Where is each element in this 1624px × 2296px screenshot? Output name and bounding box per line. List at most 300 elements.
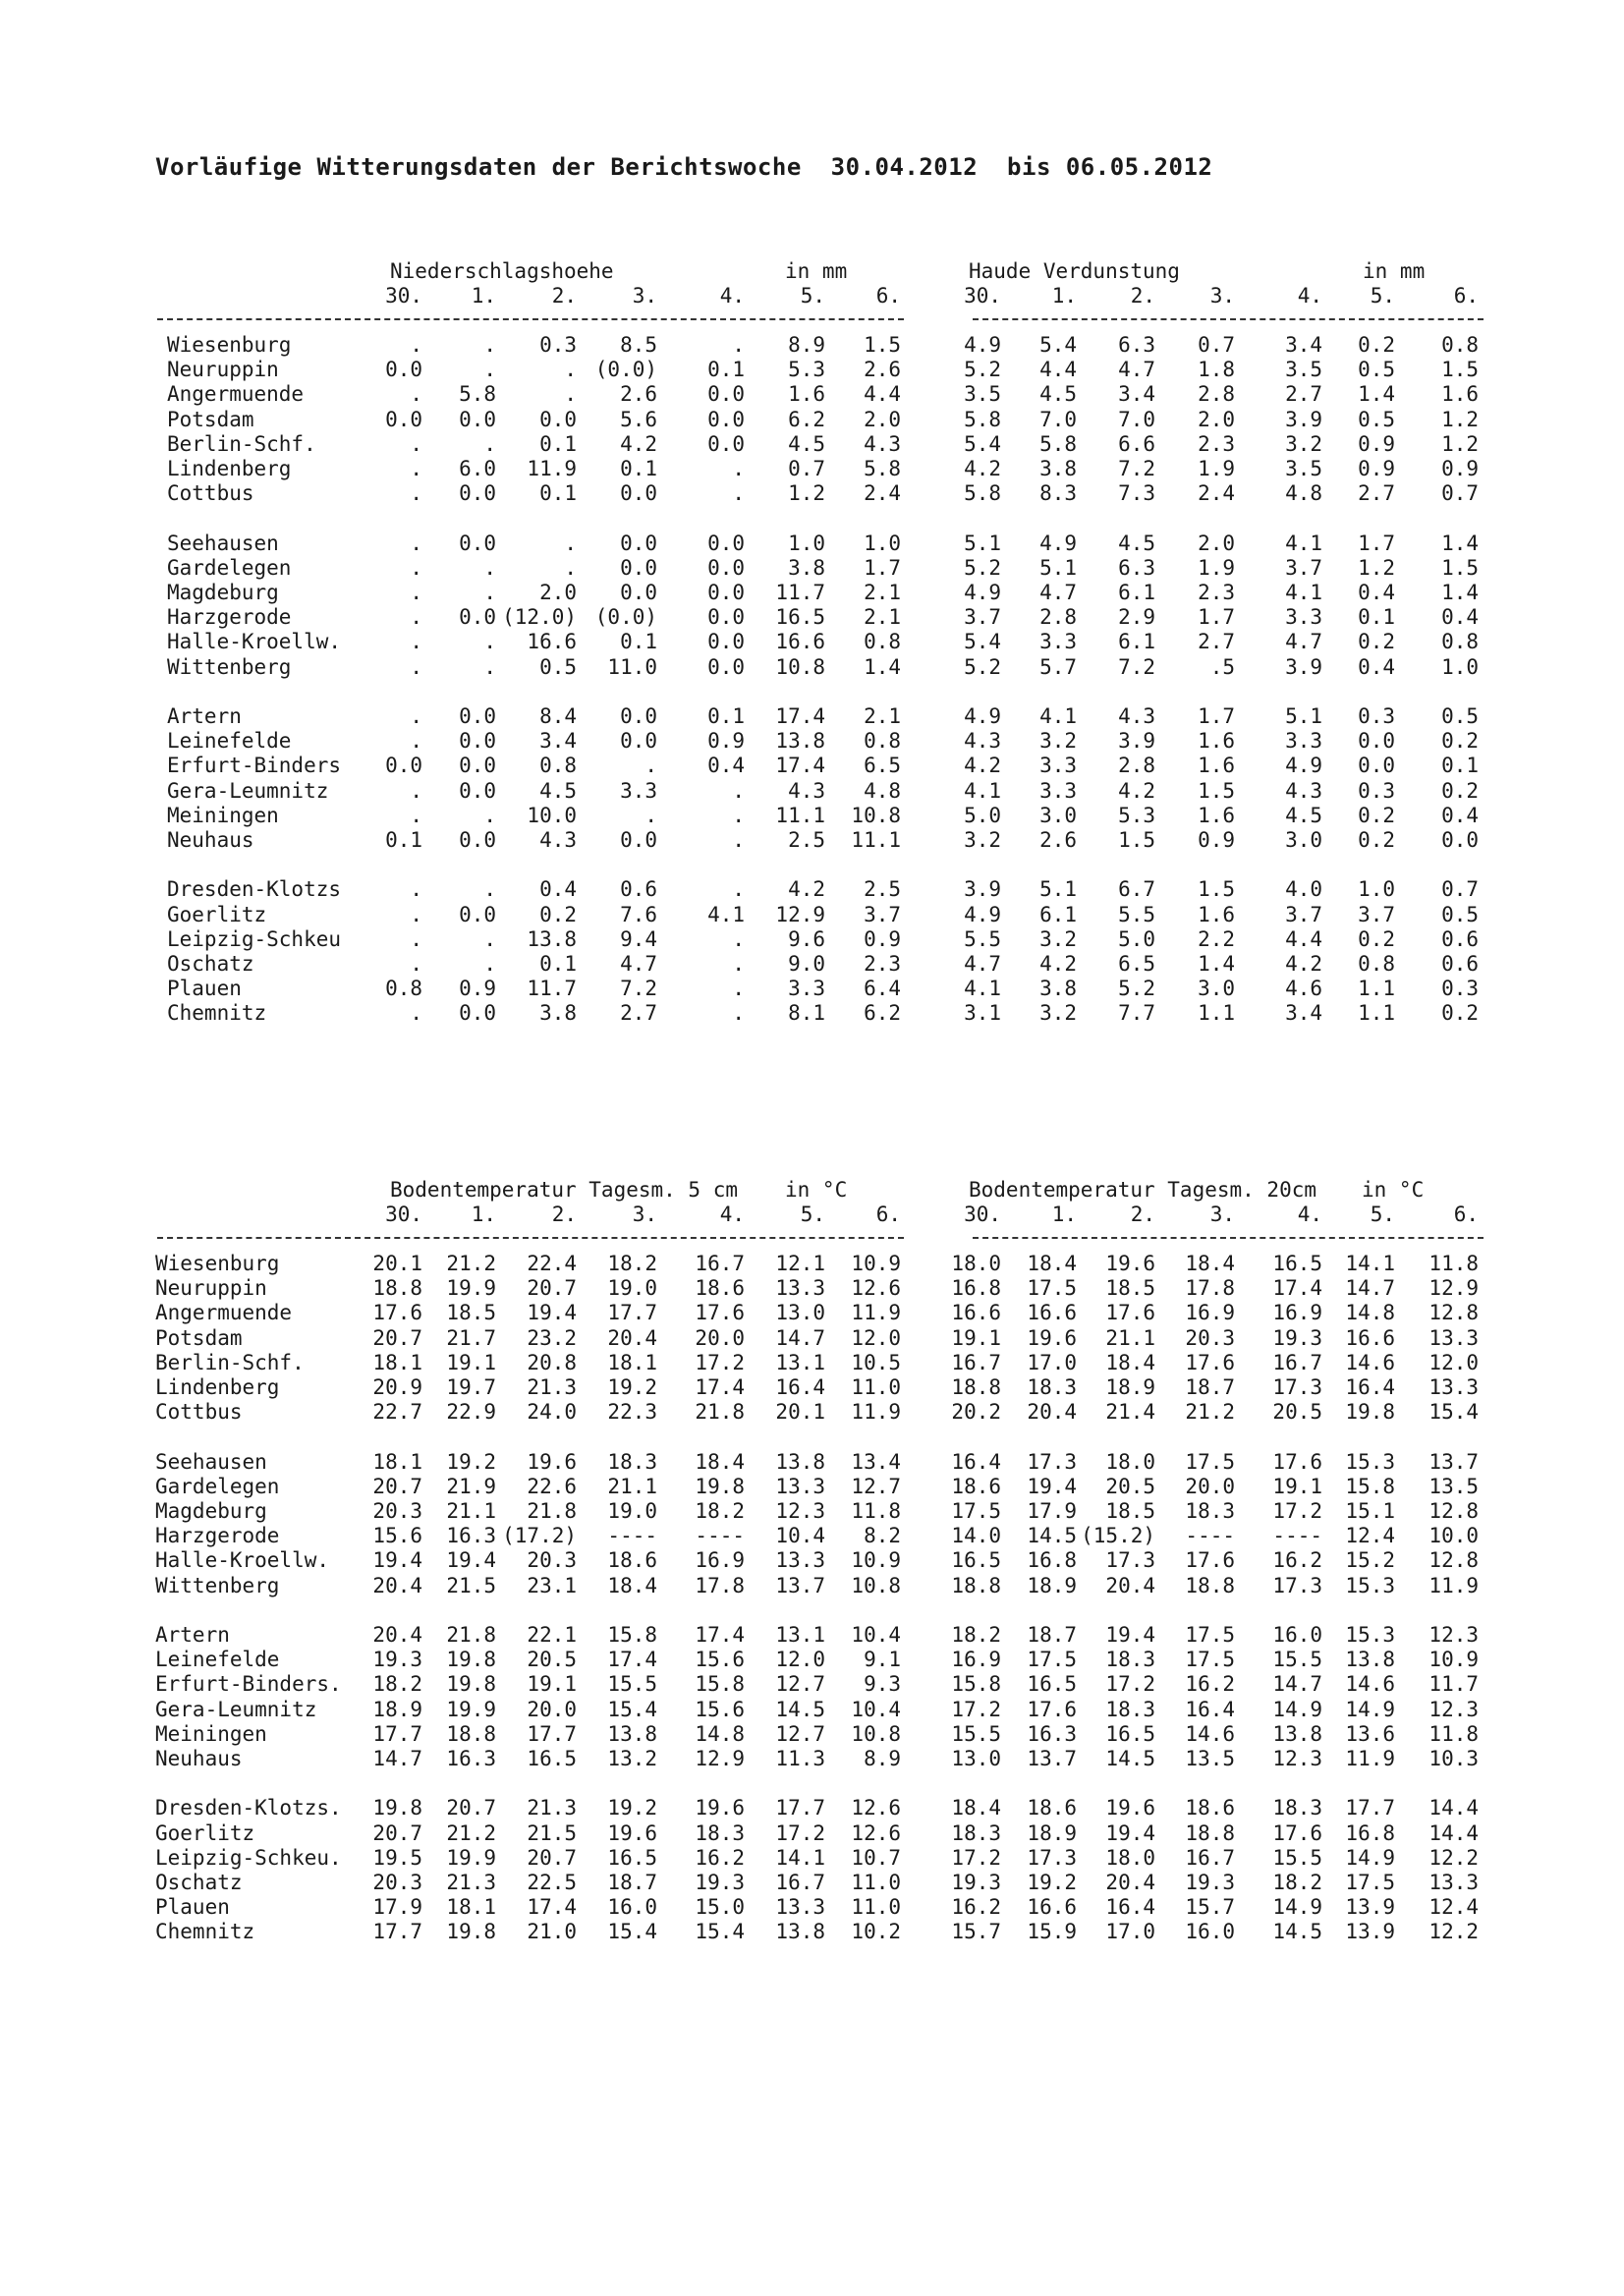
value-cell: 18.5 xyxy=(1105,1276,1155,1301)
value-cell: 0.0 xyxy=(385,754,422,778)
value-cell: 13.8 xyxy=(527,926,577,951)
value-cell: 13.9 xyxy=(1345,1895,1395,1920)
value-cell: 16.2 xyxy=(951,1895,1001,1920)
day-header-right: 5. xyxy=(1370,284,1395,308)
value-cell: 12.3 xyxy=(1428,1623,1479,1647)
day-header-left: 6. xyxy=(875,1203,901,1226)
value-cell: . xyxy=(410,382,422,407)
value-cell: 1.0 xyxy=(864,531,901,555)
value-cell: 4.9 xyxy=(964,704,1001,728)
value-cell: 20.4 xyxy=(607,1325,657,1350)
value-cell: 0.0 xyxy=(707,605,745,630)
value-cell: 8.9 xyxy=(788,333,825,357)
value-cell: 0.1 xyxy=(620,457,657,480)
value-cell: 1.5 xyxy=(1441,555,1479,580)
value-cell: 19.8 xyxy=(446,1920,496,1944)
value-cell: 22.7 xyxy=(372,1400,422,1425)
station-name: Leinefelde xyxy=(167,729,292,754)
value-cell: 20.5 xyxy=(1105,1474,1155,1498)
value-cell: 16.5 xyxy=(527,1747,577,1770)
day-header-right: 6. xyxy=(1453,1203,1479,1226)
station-name: Berlin-Schf. xyxy=(155,1350,305,1374)
value-cell: . xyxy=(410,877,422,902)
value-cell: 12.0 xyxy=(775,1648,825,1672)
value-cell: 11.0 xyxy=(607,654,657,679)
value-cell: . xyxy=(732,333,745,357)
value-cell: 1.6 xyxy=(1441,382,1479,407)
soil-temp-5cm-title: Bodentemperatur Tagesm. 5 cm xyxy=(390,1178,739,1202)
value-cell: 2.3 xyxy=(1198,581,1235,604)
value-cell: 20.4 xyxy=(372,1573,422,1597)
value-cell: 4.4 xyxy=(1039,358,1077,382)
value-cell: 8.9 xyxy=(864,1747,901,1770)
value-cell: 3.3 xyxy=(788,977,825,1001)
value-cell: 18.0 xyxy=(1105,1845,1155,1870)
value-cell: 19.4 xyxy=(1027,1474,1077,1498)
value-cell: 14.9 xyxy=(1272,1697,1322,1721)
value-cell: 0.9 xyxy=(1198,828,1235,852)
value-cell: 0.0 xyxy=(620,704,657,728)
value-cell: 5.4 xyxy=(1039,333,1077,357)
value-cell: 5.2 xyxy=(964,654,1001,679)
value-cell: 15.1 xyxy=(1345,1499,1395,1523)
value-cell: 0.1 xyxy=(539,431,577,456)
station-name: Magdeburg xyxy=(167,581,279,604)
value-cell: 18.8 xyxy=(372,1276,422,1301)
value-cell: 17.3 xyxy=(1027,1845,1077,1870)
soil-temp-20cm-title: Bodentemperatur Tagesm. 20cm xyxy=(969,1178,1317,1202)
value-cell: 18.9 xyxy=(1105,1375,1155,1399)
value-cell: 2.7 xyxy=(1285,382,1322,407)
value-cell: 13.2 xyxy=(607,1747,657,1770)
value-cell: . xyxy=(732,828,745,852)
value-cell: 21.7 xyxy=(446,1325,496,1350)
value-cell: 3.3 xyxy=(1039,630,1077,654)
value-cell: 11.8 xyxy=(851,1499,901,1523)
value-cell: 18.4 xyxy=(1027,1252,1077,1275)
value-cell: 0.8 xyxy=(864,729,901,754)
value-cell: 9.3 xyxy=(864,1672,901,1697)
value-cell: . xyxy=(410,778,422,803)
value-cell: . xyxy=(732,778,745,803)
value-cell: 17.6 xyxy=(1272,1820,1322,1845)
value-cell: 18.8 xyxy=(1185,1573,1235,1597)
value-cell: 21.5 xyxy=(446,1573,496,1597)
value-cell: 14.9 xyxy=(1345,1845,1395,1870)
station-name: Seehausen xyxy=(155,1449,267,1474)
value-cell: 17.2 xyxy=(775,1820,825,1845)
value-cell: 13.8 xyxy=(775,729,825,754)
value-cell: 20.7 xyxy=(372,1325,422,1350)
value-cell: 6.4 xyxy=(864,977,901,1001)
value-cell: 0.0 xyxy=(707,531,745,555)
value-cell: 18.2 xyxy=(1272,1871,1322,1894)
value-cell: 16.6 xyxy=(775,630,825,654)
station-name: Harzgerode xyxy=(167,605,292,630)
value-cell: 19.1 xyxy=(446,1350,496,1374)
value-cell: 3.3 xyxy=(1039,778,1077,803)
value-cell: 7.3 xyxy=(1118,481,1155,506)
value-cell: 20.3 xyxy=(372,1499,422,1523)
value-cell: 2.7 xyxy=(1198,630,1235,654)
value-cell: 3.0 xyxy=(1039,803,1077,827)
value-cell: 10.4 xyxy=(775,1524,825,1548)
value-cell: 19.8 xyxy=(372,1796,422,1820)
value-cell: 18.3 xyxy=(1272,1796,1322,1820)
value-cell: 5.8 xyxy=(864,457,901,480)
value-cell: 3.7 xyxy=(1285,902,1322,926)
soil-temperature-table xyxy=(0,1081,1624,2296)
value-cell: 16.5 xyxy=(1027,1672,1077,1697)
value-cell: 15.0 xyxy=(695,1895,745,1920)
value-cell: 0.0 xyxy=(707,654,745,679)
value-cell: 15.9 xyxy=(1027,1920,1077,1944)
value-cell: 0.0 xyxy=(459,729,496,754)
value-cell: 16.9 xyxy=(695,1548,745,1573)
value-cell: 17.9 xyxy=(372,1895,422,1920)
precipitation-unit: in mm xyxy=(785,259,848,283)
value-cell: 18.8 xyxy=(446,1721,496,1746)
value-cell: 18.6 xyxy=(607,1548,657,1573)
station-name: Neuruppin xyxy=(167,358,279,382)
value-cell: 21.4 xyxy=(1105,1400,1155,1425)
value-cell: 3.9 xyxy=(1118,729,1155,754)
value-cell: . xyxy=(564,555,577,580)
value-cell: 3.7 xyxy=(964,605,1001,630)
value-cell: 2.1 xyxy=(864,605,901,630)
value-cell: 13.6 xyxy=(1345,1721,1395,1746)
value-cell: 4.3 xyxy=(1285,778,1322,803)
value-cell: 3.7 xyxy=(864,902,901,926)
station-name: Angermuende xyxy=(155,1301,293,1325)
value-cell: 16.9 xyxy=(1185,1301,1235,1325)
value-cell: 17.3 xyxy=(1272,1573,1322,1597)
value-cell: 19.3 xyxy=(1185,1871,1235,1894)
value-cell: 2.2 xyxy=(1198,926,1235,951)
value-cell: 12.3 xyxy=(775,1499,825,1523)
value-cell: 0.9 xyxy=(1358,457,1395,480)
value-cell: . xyxy=(483,926,496,951)
value-cell: 10.0 xyxy=(527,803,577,827)
value-cell: 0.9 xyxy=(864,926,901,951)
value-cell: 18.3 xyxy=(695,1820,745,1845)
value-cell: 0.2 xyxy=(1358,630,1395,654)
value-cell: 16.4 xyxy=(1105,1895,1155,1920)
value-cell: 1.6 xyxy=(1198,803,1235,827)
value-cell: 14.6 xyxy=(1345,1672,1395,1697)
value-cell: 3.2 xyxy=(964,828,1001,852)
value-cell: 15.4 xyxy=(695,1920,745,1944)
value-cell: 0.3 xyxy=(1358,778,1395,803)
value-cell: 23.1 xyxy=(527,1573,577,1597)
value-cell: 12.2 xyxy=(1428,1845,1479,1870)
value-cell: 4.2 xyxy=(1118,778,1155,803)
value-cell: 12.6 xyxy=(851,1796,901,1820)
value-cell: 14.7 xyxy=(775,1325,825,1350)
value-cell: 16.4 xyxy=(951,1449,1001,1474)
station-name: Potsdam xyxy=(155,1325,243,1350)
value-cell: 15.5 xyxy=(607,1672,657,1697)
value-cell: 3.7 xyxy=(1358,902,1395,926)
station-name: Goerlitz xyxy=(167,902,267,926)
value-cell: 1.0 xyxy=(1358,877,1395,902)
value-cell: 4.1 xyxy=(1285,531,1322,555)
value-cell: 4.4 xyxy=(864,382,901,407)
value-cell: 16.4 xyxy=(1185,1697,1235,1721)
value-cell: 5.8 xyxy=(964,407,1001,431)
value-cell: 15.6 xyxy=(695,1697,745,1721)
value-cell: 14.5 xyxy=(1105,1747,1155,1770)
value-cell: 19.2 xyxy=(607,1796,657,1820)
value-cell: 18.4 xyxy=(1105,1350,1155,1374)
value-cell: 4.3 xyxy=(964,729,1001,754)
value-cell: 17.2 xyxy=(951,1697,1001,1721)
station-name: Lindenberg xyxy=(155,1375,280,1399)
value-cell: 15.2 xyxy=(1345,1548,1395,1573)
value-cell: 14.6 xyxy=(1185,1721,1235,1746)
value-cell: . xyxy=(483,952,496,976)
value-cell: 19.3 xyxy=(695,1871,745,1894)
divider-left xyxy=(157,318,904,320)
value-cell: 13.9 xyxy=(1345,1920,1395,1944)
station-name: Wiesenburg xyxy=(155,1252,280,1275)
value-cell: 13.0 xyxy=(951,1747,1001,1770)
value-cell: 0.9 xyxy=(1441,457,1479,480)
day-header-left: 1. xyxy=(471,284,496,308)
value-cell: 18.3 xyxy=(951,1820,1001,1845)
value-cell: 12.0 xyxy=(1428,1350,1479,1374)
value-cell: 16.7 xyxy=(775,1871,825,1894)
value-cell: 13.4 xyxy=(851,1449,901,1474)
value-cell: 0.7 xyxy=(788,457,825,480)
value-cell: 14.7 xyxy=(1345,1276,1395,1301)
value-cell: 19.6 xyxy=(607,1820,657,1845)
value-cell: 9.0 xyxy=(788,952,825,976)
value-cell: 17.6 xyxy=(1027,1697,1077,1721)
value-cell: 19.8 xyxy=(446,1648,496,1672)
value-cell: 19.8 xyxy=(695,1474,745,1498)
value-cell: 17.6 xyxy=(1105,1301,1155,1325)
value-cell: 0.3 xyxy=(1358,704,1395,728)
value-cell: 13.3 xyxy=(1428,1871,1479,1894)
value-cell: 0.0 xyxy=(459,778,496,803)
value-cell: 5.3 xyxy=(1118,803,1155,827)
value-cell: 17.4 xyxy=(695,1623,745,1647)
value-cell: 17.3 xyxy=(1027,1449,1077,1474)
value-cell: 17.2 xyxy=(1105,1672,1155,1697)
value-cell: 1.7 xyxy=(1198,704,1235,728)
value-cell: 18.1 xyxy=(446,1895,496,1920)
value-cell: 19.4 xyxy=(1105,1623,1155,1647)
value-cell: . xyxy=(732,977,745,1001)
value-cell: 16.3 xyxy=(446,1747,496,1770)
value-cell: 19.7 xyxy=(446,1375,496,1399)
value-cell: 0.0 xyxy=(385,358,422,382)
value-cell: 16.4 xyxy=(1345,1375,1395,1399)
value-cell: (0.0) xyxy=(594,605,657,630)
value-cell: 15.5 xyxy=(951,1721,1001,1746)
value-cell: 17.3 xyxy=(1272,1375,1322,1399)
value-cell: 18.9 xyxy=(1027,1573,1077,1597)
value-cell: 5.8 xyxy=(459,382,496,407)
value-cell: 16.2 xyxy=(1185,1672,1235,1697)
day-header-left: 5. xyxy=(800,1203,825,1226)
value-cell: 17.2 xyxy=(1272,1499,1322,1523)
value-cell: 7.2 xyxy=(620,977,657,1001)
value-cell: 14.6 xyxy=(1345,1350,1395,1374)
value-cell: 0.0 xyxy=(620,828,657,852)
value-cell: 4.7 xyxy=(1118,358,1155,382)
value-cell: 6.3 xyxy=(1118,555,1155,580)
value-cell: 4.2 xyxy=(620,431,657,456)
value-cell: 3.1 xyxy=(964,1001,1001,1026)
day-header-left: 4. xyxy=(719,284,745,308)
day-header-left: 30. xyxy=(385,284,422,308)
value-cell: 9.1 xyxy=(864,1648,901,1672)
value-cell: 3.5 xyxy=(1285,457,1322,480)
value-cell: 19.3 xyxy=(372,1648,422,1672)
value-cell: 2.4 xyxy=(864,481,901,506)
value-cell: 20.1 xyxy=(372,1252,422,1275)
day-header-right: 30. xyxy=(964,1203,1001,1226)
value-cell: 6.1 xyxy=(1039,902,1077,926)
station-name: Gardelegen xyxy=(167,555,292,580)
value-cell: 14.5 xyxy=(1272,1920,1322,1944)
value-cell: 18.1 xyxy=(372,1449,422,1474)
value-cell: 16.0 xyxy=(1272,1623,1322,1647)
value-cell: 1.9 xyxy=(1198,457,1235,480)
value-cell: 18.2 xyxy=(951,1623,1001,1647)
value-cell: 12.9 xyxy=(695,1747,745,1770)
station-name: Erfurt-Binders. xyxy=(155,1672,342,1697)
value-cell: 5.3 xyxy=(788,358,825,382)
value-cell: 0.0 xyxy=(459,481,496,506)
value-cell: ---- xyxy=(607,1524,657,1548)
day-header-right: 6. xyxy=(1453,284,1479,308)
value-cell: 15.6 xyxy=(372,1524,422,1548)
value-cell: 20.4 xyxy=(372,1623,422,1647)
value-cell: . xyxy=(483,581,496,604)
value-cell: 0.0 xyxy=(1441,828,1479,852)
value-cell: 4.7 xyxy=(1039,581,1077,604)
value-cell: 20.0 xyxy=(695,1325,745,1350)
value-cell: 16.6 xyxy=(1027,1301,1077,1325)
value-cell: (15.2) xyxy=(1081,1524,1155,1548)
value-cell: 4.9 xyxy=(964,902,1001,926)
value-cell: 3.8 xyxy=(1039,457,1077,480)
station-name: Erfurt-Binders xyxy=(167,754,342,778)
value-cell: 2.6 xyxy=(620,382,657,407)
value-cell: 0.0 xyxy=(707,555,745,580)
value-cell: 20.1 xyxy=(775,1400,825,1425)
value-cell: 1.1 xyxy=(1198,1001,1235,1026)
value-cell: 18.4 xyxy=(1185,1252,1235,1275)
value-cell: 10.9 xyxy=(1428,1648,1479,1672)
value-cell: 0.4 xyxy=(539,877,577,902)
value-cell: 4.0 xyxy=(1285,877,1322,902)
value-cell: 3.0 xyxy=(1285,828,1322,852)
value-cell: 22.1 xyxy=(527,1623,577,1647)
value-cell: 18.8 xyxy=(951,1573,1001,1597)
value-cell: 4.8 xyxy=(864,778,901,803)
value-cell: 10.8 xyxy=(775,654,825,679)
value-cell: 5.1 xyxy=(1285,704,1322,728)
value-cell: 16.5 xyxy=(1105,1721,1155,1746)
value-cell: 19.6 xyxy=(695,1796,745,1820)
value-cell: 21.0 xyxy=(527,1920,577,1944)
value-cell: 6.5 xyxy=(864,754,901,778)
value-cell: 21.2 xyxy=(1185,1400,1235,1425)
divider-left xyxy=(157,1237,904,1239)
value-cell: 6.5 xyxy=(1118,952,1155,976)
value-cell: 1.7 xyxy=(1358,531,1395,555)
value-cell: 17.6 xyxy=(1272,1449,1322,1474)
value-cell: 17.0 xyxy=(1105,1920,1155,1944)
day-header-right: 3. xyxy=(1209,1203,1235,1226)
value-cell: 1.6 xyxy=(1198,729,1235,754)
station-name: Magdeburg xyxy=(155,1499,267,1523)
value-cell: 0.4 xyxy=(707,754,745,778)
value-cell: 22.6 xyxy=(527,1474,577,1498)
day-header-left: 2. xyxy=(551,284,577,308)
station-name: Gera-Leumnitz xyxy=(167,778,329,803)
value-cell: 19.0 xyxy=(607,1276,657,1301)
value-cell: 4.2 xyxy=(1285,952,1322,976)
value-cell: 0.0 xyxy=(1358,754,1395,778)
value-cell: 10.8 xyxy=(851,1721,901,1746)
day-header-left: 30. xyxy=(385,1203,422,1226)
value-cell: 16.8 xyxy=(1027,1548,1077,1573)
value-cell: 21.1 xyxy=(1105,1325,1155,1350)
value-cell: 0.2 xyxy=(1358,333,1395,357)
value-cell: 3.4 xyxy=(1285,1001,1322,1026)
value-cell: 0.8 xyxy=(1441,630,1479,654)
divider-right xyxy=(973,318,1484,320)
value-cell: 19.9 xyxy=(446,1845,496,1870)
value-cell: 2.6 xyxy=(1039,828,1077,852)
value-cell: 3.9 xyxy=(1285,407,1322,431)
value-cell: (12.0) xyxy=(502,605,577,630)
value-cell: 2.1 xyxy=(864,704,901,728)
value-cell: . xyxy=(410,926,422,951)
value-cell: 1.7 xyxy=(1198,605,1235,630)
value-cell: 12.7 xyxy=(775,1672,825,1697)
day-header-right: 2. xyxy=(1130,1203,1155,1226)
value-cell: . xyxy=(410,333,422,357)
value-cell: 9.4 xyxy=(620,926,657,951)
value-cell: 10.5 xyxy=(851,1350,901,1374)
value-cell: . xyxy=(732,877,745,902)
value-cell: 12.9 xyxy=(1428,1276,1479,1301)
value-cell: 16.0 xyxy=(1185,1920,1235,1944)
value-cell: 20.7 xyxy=(446,1796,496,1820)
value-cell: 15.8 xyxy=(951,1672,1001,1697)
value-cell: 13.8 xyxy=(775,1920,825,1944)
value-cell: 18.3 xyxy=(1027,1375,1077,1399)
value-cell: 14.8 xyxy=(1345,1301,1395,1325)
value-cell: 4.4 xyxy=(1285,926,1322,951)
value-cell: 12.4 xyxy=(1345,1524,1395,1548)
value-cell: . xyxy=(483,431,496,456)
value-cell: 17.6 xyxy=(1185,1548,1235,1573)
station-name: Lindenberg xyxy=(167,457,292,480)
value-cell: 0.7 xyxy=(1441,877,1479,902)
value-cell: 0.7 xyxy=(1441,481,1479,506)
value-cell: 15.3 xyxy=(1345,1449,1395,1474)
value-cell: 4.3 xyxy=(864,431,901,456)
value-cell: 20.7 xyxy=(372,1474,422,1498)
value-cell: . xyxy=(732,952,745,976)
